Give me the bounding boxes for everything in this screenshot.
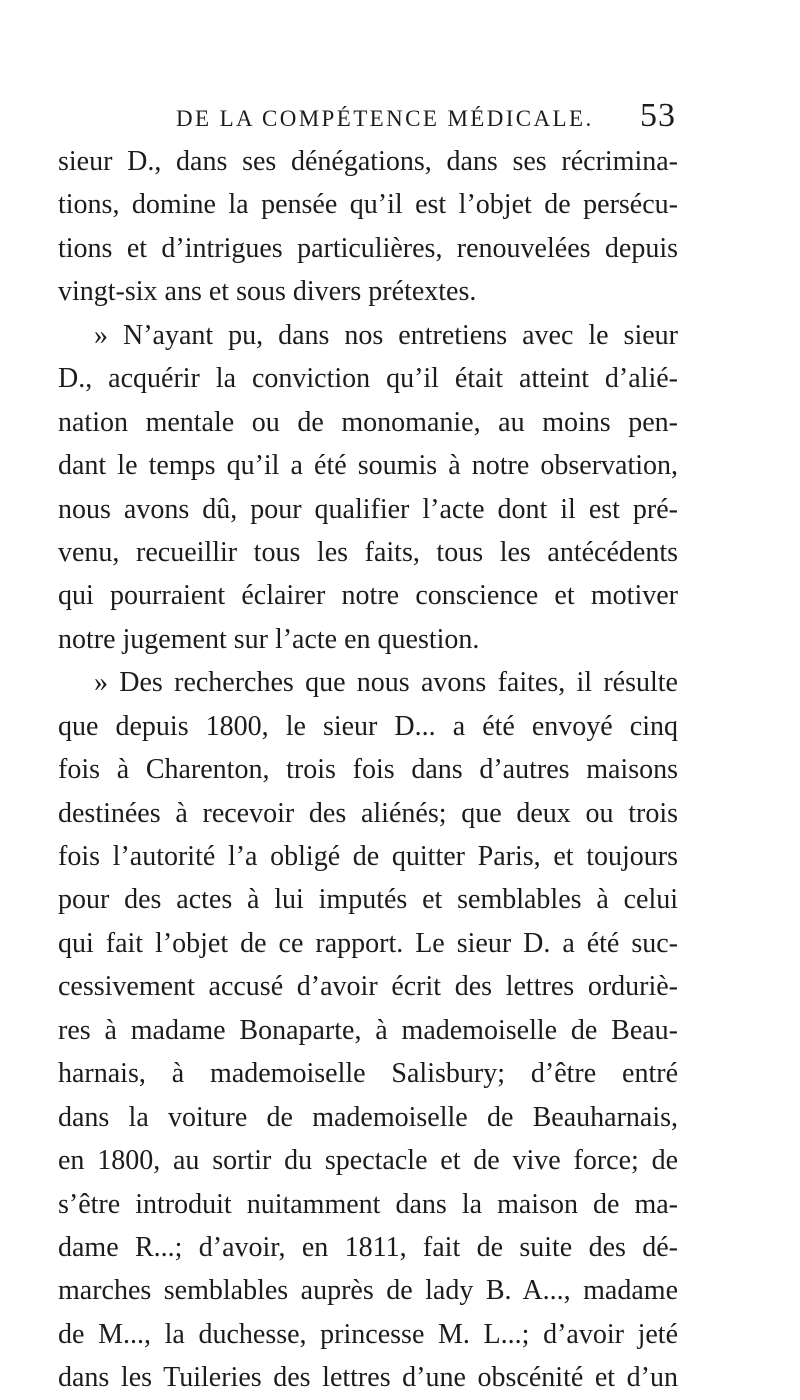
text-line: venu, recueillir tous les faits, tous les antécédents [58, 536, 678, 568]
text-line: tions, domine la pensée qu’il est l’objet de persécu- [58, 189, 678, 221]
text-line: » Des recherches que nous avons faites, il résulte [94, 667, 678, 699]
text-line: notre jugement sur l’acte en question. [58, 623, 480, 655]
text-line: s’être introduit nuitamment dans la maison de ma- [58, 1188, 678, 1220]
text-line: en 1800, au sortir du spectacle et de vive force; de [58, 1145, 678, 1177]
text-line: que depuis 1800, le sieur D... a été envoyé cinq [58, 710, 678, 742]
body-text [58, 140, 678, 1400]
text-line: vingt-six ans et sous divers prétextes. [58, 276, 477, 308]
text-line: fois l’autorité l’a obligé de quitter Paris, et toujours [58, 841, 678, 872]
text-line: res à madame Bonaparte, à mademoiselle de Beau- [58, 1014, 678, 1046]
running-header [176, 97, 676, 140]
text-line: pour des actes à lui imputés et semblables à celui [58, 884, 678, 916]
text-line: marches semblables auprès de lady B. A..., madame [58, 1275, 678, 1307]
text-line: de M..., la duchesse, princesse M. L...; d’avoir jeté [58, 1318, 678, 1350]
text-line: dame R...; d’avoir, en 1811, fait de suite des dé- [58, 1231, 678, 1263]
running-title: DE LA COMPÉTENCE MÉDICALE. [176, 106, 594, 131]
text-line: dans les Tuileries des lettres d’une obscénité et d’un [58, 1362, 678, 1394]
text-line: fois à Charenton, trois fois dans d’autres maisons [58, 754, 678, 786]
text-line: nation mentale ou de monomanie, au moins pen- [58, 406, 678, 438]
text-line: dant le temps qu’il a été soumis à notre observation, [58, 450, 678, 482]
text-line: cessivement accusé d’avoir écrit des lettres orduriè- [58, 971, 678, 1003]
text-line: harnais, à mademoiselle Salisbury; d’être entré [58, 1058, 678, 1090]
text-line: » N’ayant pu, dans nos entretiens avec le sieur [94, 319, 678, 351]
text-line: nous avons dû, pour qualifier l’acte dont il est pré- [58, 493, 678, 525]
text-line: qui pourraient éclairer notre conscience et motiver [58, 580, 678, 612]
text-line: destinées à recevoir des aliénés; que deux ou trois [58, 797, 678, 829]
text-line: dans la voiture de mademoiselle de Beauharnais, [58, 1101, 678, 1133]
text-line: D., acquérir la conviction qu’il était atteint d’alié- [58, 363, 678, 395]
text-line: sieur D., dans ses dénégations, dans ses récrimina- [58, 146, 678, 177]
text-line: tions et d’intrigues particulières, renouvelées depuis [58, 232, 678, 264]
text-line: qui fait l’objet de ce rapport. Le sieur D. a été suc- [58, 927, 678, 959]
page-number: 53 [640, 97, 676, 134]
